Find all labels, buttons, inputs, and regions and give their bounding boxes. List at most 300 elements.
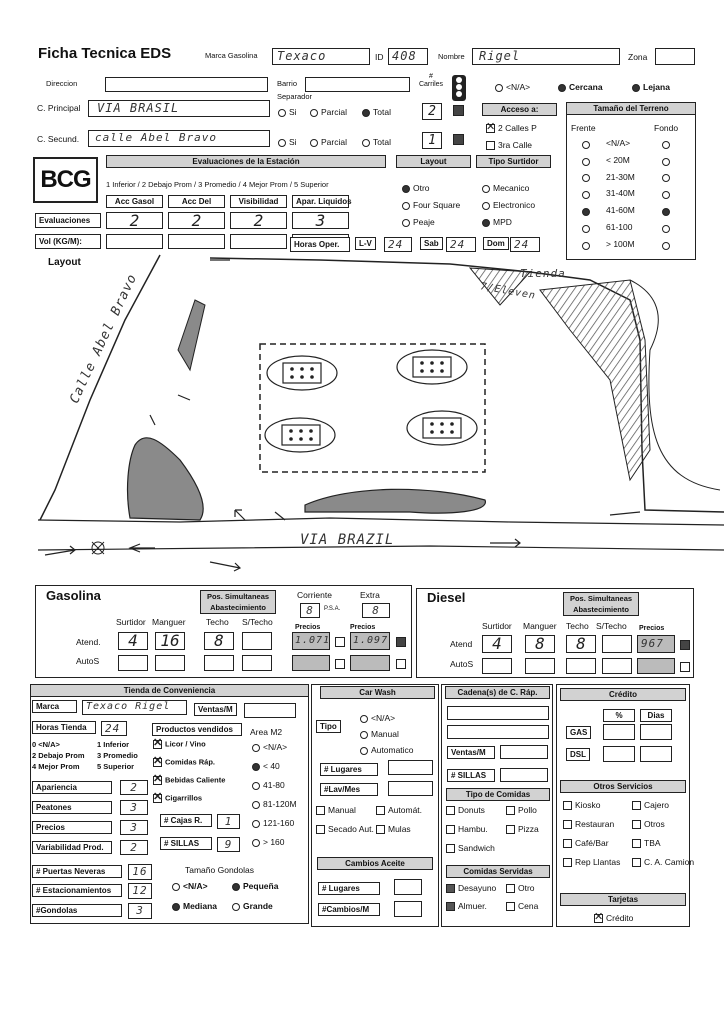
id-field[interactable]: 408 xyxy=(388,48,428,65)
servida-option-text: Cena xyxy=(518,901,539,911)
vol-field[interactable] xyxy=(106,234,163,249)
sep-parcial-p[interactable] xyxy=(310,108,347,118)
tienda-scale-item: 3 Promedio xyxy=(97,751,138,760)
acceso-op1: 2 Calles P xyxy=(498,123,537,133)
frente-radio[interactable] xyxy=(582,206,593,216)
tienda-ventas-label: Ventas/M xyxy=(194,703,237,716)
dsl-col-header: Manguer xyxy=(523,621,557,631)
dsl-dias-field[interactable] xyxy=(640,746,672,762)
area-title: Area M2 xyxy=(250,727,283,737)
eval-row-label: Evaluaciones xyxy=(35,213,101,228)
tarjetas-title: Tarjetas xyxy=(560,893,686,906)
direccion-label: Direccion xyxy=(46,79,78,88)
gas-atend-field[interactable]: 16 xyxy=(155,632,185,650)
otro-servicio-text: Café/Bar xyxy=(575,838,609,848)
comida-option[interactable] xyxy=(446,806,485,816)
cajas-field[interactable]: 1 xyxy=(217,814,240,829)
cadena-title: Cadena(s) de C. Ráp. xyxy=(445,686,550,699)
rating-field[interactable]: 3 xyxy=(120,820,148,835)
cw-lugares-label: # Lugares xyxy=(320,763,378,776)
otro-servicio-text: Kiosko xyxy=(575,800,601,810)
cw-check-option[interactable] xyxy=(376,806,422,816)
terreno-row-label: > 100M xyxy=(606,238,635,249)
nombre-label: Nombre xyxy=(438,52,465,61)
servida-option-text: Almuer. xyxy=(458,901,487,911)
tienda-scale-item: 1 Inferior xyxy=(97,740,130,749)
acceso-3ra[interactable] xyxy=(486,141,532,151)
gas-autos-precio-e[interactable] xyxy=(350,655,390,671)
tamano-option-text: <N/A> xyxy=(183,881,208,891)
cadena-ventas-label: Ventas/M xyxy=(447,746,495,759)
gas-atend-label: Atend. xyxy=(76,637,101,647)
eval-col-header: Acc Gasol xyxy=(106,195,163,208)
cw-tipo-text: Automatico xyxy=(371,745,414,755)
sep-si-p[interactable] xyxy=(278,108,297,118)
vecino-cercana[interactable] xyxy=(558,83,603,93)
cambios-mes-label: #Cambios/M xyxy=(318,903,380,916)
cw-check-option[interactable] xyxy=(376,825,411,835)
dias-label: Dias xyxy=(640,709,672,722)
dsl-autos-field[interactable] xyxy=(566,658,596,674)
cambios-lugares-field[interactable] xyxy=(394,879,422,895)
cw-check-text: Secado Aut. xyxy=(328,824,374,834)
producto-option-text: Comidas Ráp. xyxy=(165,757,216,767)
gas-autos-label: AutoS xyxy=(76,656,100,666)
gas-dias-field[interactable] xyxy=(640,724,672,740)
area-option[interactable] xyxy=(252,838,285,848)
vol-field[interactable] xyxy=(230,234,287,249)
frente-radio[interactable] xyxy=(582,240,593,250)
area-option[interactable] xyxy=(252,743,287,753)
psa-corriente[interactable]: 8 xyxy=(300,603,320,618)
dsl-atend-label: Atend xyxy=(450,639,473,649)
sep-si-s[interactable] xyxy=(278,138,297,148)
eval-col-header: Acc Del xyxy=(168,195,225,208)
barrio-field[interactable] xyxy=(305,77,410,92)
total-text: Total xyxy=(373,137,391,147)
cprincipal-field[interactable]: VIA BRASIL xyxy=(88,100,270,117)
dsl-atend-field[interactable]: 8 xyxy=(525,635,555,653)
dsl-autos-label: AutoS xyxy=(450,659,474,669)
comida-option[interactable] xyxy=(446,825,488,835)
cw-check-text: Automát. xyxy=(388,805,423,815)
terreno-row-label: 41-60M xyxy=(606,205,635,216)
marca-field[interactable]: Texaco xyxy=(272,48,370,65)
fondo-label: Fondo xyxy=(654,123,679,133)
area-option-text: < 40 xyxy=(263,761,280,771)
cadena-field-2[interactable] xyxy=(447,725,549,739)
servida-option-text: Otro xyxy=(518,883,535,893)
servida-option[interactable] xyxy=(506,902,538,912)
otro-servicio-text: Otros xyxy=(644,819,665,829)
vol-field[interactable] xyxy=(168,234,225,249)
dsl-autos-check[interactable] xyxy=(680,662,690,672)
otro-servicio-option[interactable] xyxy=(563,839,609,849)
carriles-p-field[interactable]: 2 xyxy=(422,103,442,120)
gas-autos-field[interactable] xyxy=(204,655,234,671)
dsl-col-header: Techo xyxy=(566,621,589,631)
tipo-comidas-title: Tipo de Comidas xyxy=(446,788,550,801)
cw-check-option[interactable] xyxy=(316,825,374,835)
carriles-p-icon xyxy=(453,105,464,116)
acceso-op2: 3ra Calle xyxy=(498,140,533,150)
producto-option[interactable] xyxy=(153,794,202,803)
cambios-lugares-label: # Lugares xyxy=(318,882,380,895)
gondolas-field[interactable]: 3 xyxy=(128,903,152,919)
rating-label: Apariencia xyxy=(32,781,112,794)
cw-tipo-option[interactable] xyxy=(360,730,399,740)
area-option-text: <N/A> xyxy=(263,742,288,752)
eval-col-header: Apar. Liquidos xyxy=(292,195,349,208)
sillas-label: # SILLAS xyxy=(160,837,212,850)
otro-servicio-text: Rep Llantas xyxy=(575,857,621,867)
servidas-title: Comidas Servidas xyxy=(446,865,550,878)
surtidor-option-text: Mecanico xyxy=(493,183,530,193)
acceso-2calles[interactable] xyxy=(486,124,537,134)
dsl-pct-field[interactable] xyxy=(603,746,635,762)
tamano-option[interactable] xyxy=(172,882,208,892)
otro-servicio-option[interactable] xyxy=(563,801,601,811)
cajas-label: # Cajas R. xyxy=(160,814,212,827)
traffic-light-icon xyxy=(452,75,466,101)
rating-label: Peatones xyxy=(32,801,112,814)
fondo-radio[interactable] xyxy=(662,139,673,149)
gas-check-c[interactable] xyxy=(335,637,345,647)
area-option[interactable] xyxy=(252,762,280,772)
tamano-title: Tamaño Gondolas xyxy=(185,865,254,875)
sep-parcial-s[interactable] xyxy=(310,138,347,148)
cw-check-text: Mulas xyxy=(388,824,411,834)
dsl-autos-field[interactable] xyxy=(525,658,555,674)
dsl-col-header: Surtidor xyxy=(482,621,512,631)
dsl-atend-field[interactable] xyxy=(602,635,632,653)
psa-extra[interactable]: 8 xyxy=(362,603,390,618)
comida-option-text: Hambu. xyxy=(458,824,488,834)
surtidor-option[interactable] xyxy=(482,184,529,194)
carwash-tipo-label: Tipo xyxy=(316,720,341,733)
area-option-text: 41-80 xyxy=(263,780,285,790)
comida-option-text: Pizza xyxy=(518,824,539,834)
diesel-title: Diesel xyxy=(427,590,466,605)
area-option-text: > 160 xyxy=(263,837,285,847)
direccion-field[interactable] xyxy=(105,77,268,92)
cw-tipo-option[interactable] xyxy=(360,714,395,724)
cadena-field-1[interactable] xyxy=(447,706,549,720)
neveras-field[interactable]: 16 xyxy=(128,864,152,880)
gas-atend-field[interactable]: 8 xyxy=(204,632,234,650)
frente-radio[interactable] xyxy=(582,189,593,199)
rating-label: Precios xyxy=(32,821,112,834)
carriles-s-icon xyxy=(453,134,464,145)
comida-option[interactable] xyxy=(446,844,495,854)
precio-diesel-field[interactable]: 967 xyxy=(637,635,675,653)
producto-option[interactable] xyxy=(153,776,225,785)
terreno-title: Tamaño del Terreno xyxy=(566,102,696,115)
gas-pos-title: Pos. Simultaneas Abastecimiento xyxy=(200,590,276,614)
dsl-autos-precio[interactable] xyxy=(637,658,675,674)
frente-radio[interactable] xyxy=(582,139,593,149)
eval-value-field[interactable]: 2 xyxy=(168,212,225,229)
producto-option-text: Cigarrillos xyxy=(165,793,203,803)
surtidor-option[interactable] xyxy=(482,201,535,211)
street-via-brazil: VIA BRAZIL xyxy=(300,532,395,548)
gas-autos-field[interactable] xyxy=(242,655,272,671)
cercana-text: Cercana xyxy=(569,82,603,92)
layout-option-text: Four Square xyxy=(413,200,461,210)
csecund-field[interactable]: calle Abel Bravo xyxy=(88,130,270,147)
gondolas-label: #Gondolas xyxy=(32,904,122,917)
cadena-sillas-label: # SILLAS xyxy=(447,769,495,782)
comida-option-text: Sandwich xyxy=(458,843,495,853)
separador-label: Separador xyxy=(277,92,313,101)
dsl-check[interactable] xyxy=(680,640,690,650)
frente-radio[interactable] xyxy=(582,223,593,233)
gas-autos-check-c[interactable] xyxy=(335,659,345,669)
cw-lugares-field[interactable] xyxy=(388,760,433,775)
eval-col-header: Visibilidad xyxy=(230,195,287,208)
cadena-ventas-field[interactable] xyxy=(500,745,548,759)
fondo-radio[interactable] xyxy=(662,240,673,250)
tarjeta-credito-text: Crédito xyxy=(606,913,634,923)
tamano-option[interactable] xyxy=(232,882,278,892)
otro-servicio-option[interactable] xyxy=(632,839,661,849)
extra-label: Extra xyxy=(360,590,380,600)
cadena-sillas-field[interactable] xyxy=(500,768,548,782)
horas-label: Horas Oper. xyxy=(290,237,350,252)
gas-atend-field[interactable]: 4 xyxy=(118,632,148,650)
area-option[interactable] xyxy=(252,819,294,829)
precio-corriente-field[interactable]: 1.071 xyxy=(292,632,330,650)
gas-autos-field[interactable] xyxy=(118,655,148,671)
zona-label: Zona xyxy=(628,52,648,62)
lv-field[interactable]: 24 xyxy=(384,237,412,252)
area-option[interactable] xyxy=(252,781,285,791)
cw-check-text: Manual xyxy=(328,805,356,815)
gas-autos-precio-c[interactable] xyxy=(292,655,330,671)
eval-scale: 1 Inferior / 2 Debajo Prom / 3 Promedio / 4 Mejor Prom / 5 Superior xyxy=(106,180,329,189)
cw-check-option[interactable] xyxy=(316,806,356,816)
tienda-scale-item: 5 Superior xyxy=(97,762,135,771)
gas-col-header: Surtidor xyxy=(116,617,146,627)
parcial-text: Parcial xyxy=(321,137,347,147)
gas-autos-check-e[interactable] xyxy=(396,659,406,669)
otro-servicio-option[interactable] xyxy=(563,858,620,868)
sillas-field[interactable]: 9 xyxy=(217,837,240,852)
fondo-radio[interactable] xyxy=(662,173,673,183)
producto-option-text: Licor / Vino xyxy=(165,739,206,749)
carriles-s-field[interactable]: 1 xyxy=(422,132,442,149)
surtidor-option[interactable] xyxy=(482,218,512,228)
tamano-option-text: Mediana xyxy=(183,901,218,911)
lv-label: L-V xyxy=(355,237,376,250)
horas-tienda-field[interactable]: 24 xyxy=(101,721,127,736)
frente-radio[interactable] xyxy=(582,173,593,183)
otro-servicio-option[interactable] xyxy=(632,801,669,811)
producto-option[interactable] xyxy=(153,740,206,749)
tienda-title: Tienda de Conveniencia xyxy=(30,684,309,697)
layout-option[interactable] xyxy=(402,201,460,211)
gas-label: GAS xyxy=(566,726,591,739)
servida-option[interactable] xyxy=(446,902,487,912)
horas-tienda-label: Horas Tienda xyxy=(32,721,96,734)
tamano-option[interactable] xyxy=(172,902,217,912)
vecino-na[interactable] xyxy=(495,83,530,93)
otro-servicio-option[interactable] xyxy=(632,820,665,830)
dsl-precios: Precios xyxy=(639,625,665,632)
area-option[interactable] xyxy=(252,800,297,810)
fondo-radio[interactable] xyxy=(662,223,673,233)
vol-row-label: Vol (KG/M): xyxy=(35,234,101,249)
otro-servicio-text: Restauran xyxy=(575,819,615,829)
dsl-autos-field[interactable] xyxy=(602,658,632,674)
frente-radio[interactable] xyxy=(582,156,593,166)
gas-col-header: Techo xyxy=(206,617,229,627)
terreno-row-label: 61-100 xyxy=(606,222,633,232)
surtidor-option-text: Electronico xyxy=(493,200,536,210)
psa-label: P.S.A. xyxy=(324,606,341,612)
cambios-title: Cambios Aceite xyxy=(317,857,433,870)
dsl-atend-field[interactable]: 4 xyxy=(482,635,512,653)
csecund-label: C. Secund. xyxy=(37,134,80,144)
dsl-label: DSL xyxy=(566,748,590,761)
tamano-option-text: Pequeña xyxy=(243,881,279,891)
gas-check-e[interactable] xyxy=(396,637,406,647)
tienda-ventas-field[interactable] xyxy=(244,703,296,718)
precio-extra-field[interactable]: 1.097 xyxy=(350,632,390,650)
gas-pct-field[interactable] xyxy=(603,724,635,740)
vecino-lejana[interactable] xyxy=(632,83,670,93)
producto-option[interactable] xyxy=(153,758,215,767)
comida-option[interactable] xyxy=(506,806,537,816)
otro-servicio-text: C. A. Camion xyxy=(644,857,695,867)
sep-total-s[interactable] xyxy=(362,138,391,148)
productos-title: Productos vendidos xyxy=(152,723,242,736)
layout-sketch xyxy=(30,250,724,580)
tienda-marca-label: Marca xyxy=(32,700,77,713)
dsl-atend-field[interactable]: 8 xyxy=(566,635,596,653)
gas-col-header: S/Techo xyxy=(242,617,273,627)
tamano-option-text: Grande xyxy=(243,901,273,911)
tarjeta-credito[interactable] xyxy=(594,914,633,924)
otro-servicio-option[interactable] xyxy=(563,820,614,830)
bcg-logo: BCG xyxy=(33,157,98,203)
acceso-title: Acceso a: xyxy=(482,103,557,116)
comida-option-text: Donuts xyxy=(458,805,485,815)
evaluaciones-title: Evaluaciones de la Estación xyxy=(106,155,386,168)
cw-tipo-text: <N/A> xyxy=(371,713,396,723)
gas-precios-e: Precios xyxy=(350,624,376,631)
producto-option-text: Bebidas Caliente xyxy=(165,775,226,785)
tienda-marca-field[interactable]: Texaco Rigel xyxy=(82,700,187,715)
layout-option[interactable] xyxy=(402,184,430,194)
layout-option-text: Otro xyxy=(413,183,430,193)
eval-value-field[interactable]: 2 xyxy=(106,212,163,229)
carwash-title: Car Wash xyxy=(320,686,435,699)
servida-option-text: Desayuno xyxy=(458,883,497,893)
form-title: Ficha Tecnica EDS xyxy=(38,45,172,62)
sep-total-p[interactable] xyxy=(362,108,391,118)
gas-atend-field[interactable] xyxy=(242,632,272,650)
estac-label: # Estacionamientos xyxy=(32,884,122,897)
cprincipal-label: C. Principal xyxy=(37,103,81,113)
fondo-radio[interactable] xyxy=(662,156,673,166)
dsl-autos-field[interactable] xyxy=(482,658,512,674)
tamano-option[interactable] xyxy=(232,902,273,912)
terreno-row-label: 31-40M xyxy=(606,188,635,199)
dsl-col-header: S/Techo xyxy=(596,621,627,631)
street-abel-bravo: Calle Abel Bravo xyxy=(67,271,141,406)
layout-option[interactable] xyxy=(402,218,435,228)
fondo-radio[interactable] xyxy=(662,189,673,199)
zona-field[interactable] xyxy=(655,48,695,65)
servida-option[interactable] xyxy=(506,884,535,894)
sab-label: Sab xyxy=(420,237,443,250)
na-text: <N/A> xyxy=(506,82,531,92)
otro-servicio-option[interactable] xyxy=(632,858,694,868)
terreno-row-label: <N/A> xyxy=(606,138,631,148)
sab-field[interactable]: 24 xyxy=(446,237,476,252)
cw-tipo-option[interactable] xyxy=(360,746,414,756)
marca-label: Marca Gasolina xyxy=(205,51,258,60)
credito-title: Crédito xyxy=(560,688,686,701)
id-label: ID xyxy=(375,52,384,62)
estac-field[interactable]: 12 xyxy=(128,883,152,899)
lejana-text: Lejana xyxy=(643,82,670,92)
diesel-pos-title: Pos. Simultaneas Abastecimiento xyxy=(563,592,639,616)
eval-value-field[interactable]: 3 xyxy=(292,212,349,229)
gas-col-header: Manguer xyxy=(152,617,186,627)
cambios-mes-field[interactable] xyxy=(394,901,422,917)
fondo-radio[interactable] xyxy=(662,206,673,216)
layout-option-text: Peaje xyxy=(413,217,435,227)
pct-label: % xyxy=(603,709,635,722)
otro-servicio-text: Cajero xyxy=(644,800,670,810)
terreno-row-label: 21-30M xyxy=(606,171,635,182)
comida-option[interactable] xyxy=(506,825,539,835)
nombre-field[interactable]: Rigel xyxy=(472,48,620,65)
comida-option-text: Pollo xyxy=(518,805,537,815)
total-text: Total xyxy=(373,107,391,117)
rating-field[interactable]: 2 xyxy=(120,780,148,795)
area-option-text: 121-160 xyxy=(263,818,295,828)
gasolina-title: Gasolina xyxy=(46,588,101,603)
eleven-sketch-label: 7/Eleven xyxy=(479,281,537,302)
rating-field[interactable]: 2 xyxy=(120,840,148,855)
parcial-text: Parcial xyxy=(321,107,347,117)
cw-lavmes-label: #Lav/Mes xyxy=(320,783,378,796)
dom-field[interactable]: 24 xyxy=(510,237,540,252)
layout-title: Layout xyxy=(396,155,471,168)
cw-lavmes-field[interactable] xyxy=(388,781,433,796)
rating-field[interactable]: 3 xyxy=(120,800,148,815)
tienda-scale-item: 0 <N/A> xyxy=(32,740,60,749)
otros-title: Otros Servicios xyxy=(560,780,686,793)
gas-autos-field[interactable] xyxy=(155,655,185,671)
neveras-label: # Puertas Neveras xyxy=(32,865,122,878)
terreno-row-label: < 20M xyxy=(606,154,630,165)
frente-label: Frente xyxy=(571,123,596,133)
area-option-text: 81-120M xyxy=(263,799,297,809)
tienda-scale-item: 4 Mejor Prom xyxy=(32,762,80,771)
servida-option[interactable] xyxy=(446,884,496,894)
dom-label: Dom xyxy=(483,237,509,250)
tienda-sketch-label: Tienda xyxy=(520,267,566,280)
layout-heading: Layout xyxy=(48,257,81,268)
otro-servicio-text: TBA xyxy=(644,838,661,848)
eval-value-field[interactable]: 2 xyxy=(230,212,287,229)
si-text: Si xyxy=(289,137,297,147)
si-text: Si xyxy=(289,107,297,117)
